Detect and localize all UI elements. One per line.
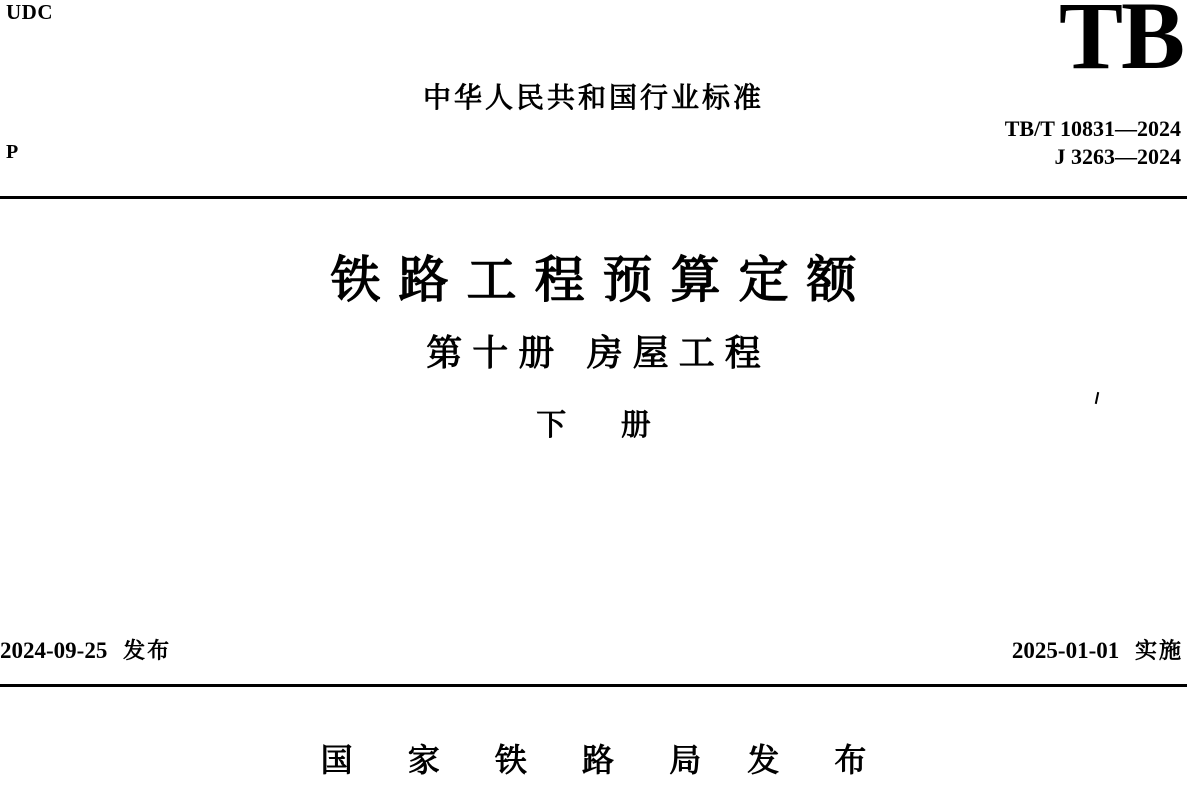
classification-letter: P [6, 141, 19, 163]
divider-top [0, 196, 1187, 199]
issue-date-value: 2024-09-25 [0, 638, 108, 663]
issue-date [0, 634, 171, 665]
standard-number: TB/T 10831—2024 [1004, 116, 1181, 141]
divider-bottom [0, 684, 1187, 687]
effective-date [1012, 634, 1183, 665]
publish-label: 发 布 [747, 741, 889, 779]
standard-category: 中华人民共和国行业标准 [422, 81, 764, 114]
issue-date-label: 发布 [123, 639, 172, 664]
effective-date-value: 2025-01-01 [1011, 638, 1120, 663]
effective-date-label: 实施 [1134, 639, 1183, 664]
page-subtitle: 第十册 房屋工程 [426, 333, 771, 374]
register-number: J 3263—2024 [1054, 144, 1181, 169]
page-title: 铁路工程预算定额 [330, 251, 875, 309]
volume-label: 下 册 [536, 408, 673, 443]
udc-label: UDC [6, 0, 53, 24]
publisher-name: 国 家 铁 路 局 [320, 741, 724, 779]
publisher-line [0, 735, 1187, 781]
series-logo: TB [1058, 0, 1183, 89]
